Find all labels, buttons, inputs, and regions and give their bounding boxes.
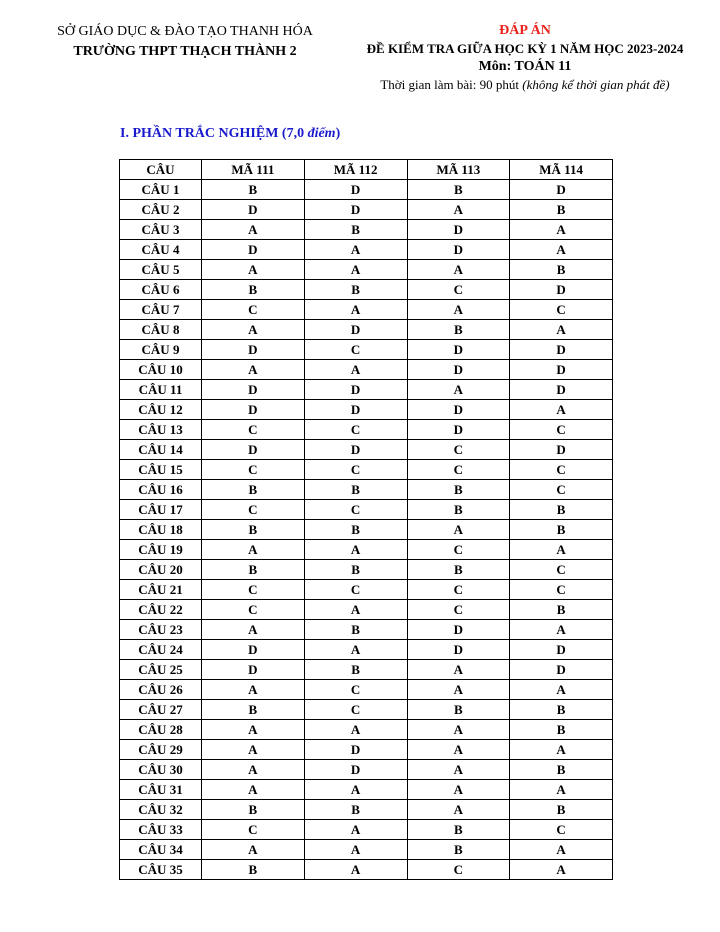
answer-cell: D: [510, 280, 613, 300]
answer-cell: A: [202, 360, 305, 380]
answer-cell: A: [510, 240, 613, 260]
section-title-end: ): [335, 126, 341, 141]
answer-cell: A: [407, 300, 510, 320]
answer-cell: D: [407, 620, 510, 640]
subject: Môn: TOÁN 11: [478, 59, 572, 74]
answer-table: [119, 159, 613, 880]
table-row: [120, 260, 613, 280]
answer-cell: C: [304, 420, 407, 440]
answer-cell: A: [510, 840, 613, 860]
answer-cell: B: [304, 520, 407, 540]
table-row: [120, 320, 613, 340]
answer-cell: B: [202, 520, 305, 540]
answer-cell: A: [407, 380, 510, 400]
answer-cell: C: [202, 460, 305, 480]
question-cell: CÂU 18: [120, 520, 202, 540]
answer-cell: D: [510, 180, 613, 200]
answer-cell: C: [510, 300, 613, 320]
answer-cell: A: [202, 680, 305, 700]
answer-cell: D: [510, 360, 613, 380]
answer-cell: A: [510, 740, 613, 760]
table-row: [120, 560, 613, 580]
answer-cell: A: [510, 220, 613, 240]
answer-cell: A: [407, 200, 510, 220]
answer-cell: A: [304, 260, 407, 280]
question-cell: CÂU 5: [120, 260, 202, 280]
answer-cell: A: [407, 740, 510, 760]
answer-cell: A: [407, 680, 510, 700]
answer-cell: D: [202, 380, 305, 400]
table-row: [120, 500, 613, 520]
answer-cell: D: [202, 640, 305, 660]
answer-cell: A: [407, 660, 510, 680]
answer-cell: D: [407, 420, 510, 440]
question-cell: CÂU 10: [120, 360, 202, 380]
answer-cell: A: [202, 780, 305, 800]
table-row: [120, 400, 613, 420]
answer-cell: D: [510, 660, 613, 680]
question-cell: CÂU 15: [120, 460, 202, 480]
answer-cell: A: [510, 400, 613, 420]
answer-cell: A: [304, 360, 407, 380]
table-row: [120, 640, 613, 660]
table-row: [120, 700, 613, 720]
answer-cell: B: [202, 480, 305, 500]
answer-cell: C: [202, 600, 305, 620]
answer-cell: B: [407, 500, 510, 520]
answer-cell: B: [202, 800, 305, 820]
answer-cell: C: [510, 560, 613, 580]
question-cell: CÂU 31: [120, 780, 202, 800]
question-cell: CÂU 14: [120, 440, 202, 460]
answer-cell: A: [304, 240, 407, 260]
answer-cell: D: [304, 200, 407, 220]
answer-cell: D: [304, 440, 407, 460]
answer-cell: C: [304, 460, 407, 480]
answer-cell: A: [304, 640, 407, 660]
answer-cell: C: [304, 340, 407, 360]
answer-cell: B: [304, 480, 407, 500]
question-cell: CÂU 13: [120, 420, 202, 440]
answer-cell: D: [407, 360, 510, 380]
answer-cell: A: [304, 860, 407, 880]
question-cell: CÂU 21: [120, 580, 202, 600]
table-row: [120, 680, 613, 700]
answer-cell: B: [304, 620, 407, 640]
answer-cell: B: [202, 180, 305, 200]
answer-cell: D: [407, 400, 510, 420]
answer-cell: D: [510, 380, 613, 400]
answer-cell: D: [407, 640, 510, 660]
section-title-italic: điểm: [307, 126, 336, 141]
table-row: [120, 440, 613, 460]
answer-cell: B: [304, 800, 407, 820]
answer-cell: D: [202, 400, 305, 420]
table-row: [120, 540, 613, 560]
answer-table-body: [120, 180, 613, 880]
answer-cell: A: [202, 760, 305, 780]
answer-cell: A: [510, 680, 613, 700]
column-header: MÃ 111: [202, 160, 305, 180]
table-row: [120, 800, 613, 820]
answer-cell: D: [304, 740, 407, 760]
question-cell: CÂU 22: [120, 600, 202, 620]
answer-cell: A: [202, 840, 305, 860]
question-cell: CÂU 6: [120, 280, 202, 300]
answer-cell: A: [202, 220, 305, 240]
question-cell: CÂU 1: [120, 180, 202, 200]
question-cell: CÂU 34: [120, 840, 202, 860]
question-cell: CÂU 9: [120, 340, 202, 360]
answer-cell: D: [304, 180, 407, 200]
answer-cell: D: [202, 200, 305, 220]
table-row: [120, 480, 613, 500]
question-cell: CÂU 26: [120, 680, 202, 700]
section-title: [120, 126, 340, 142]
table-header-row: [120, 160, 613, 180]
answer-cell: A: [407, 260, 510, 280]
answer-cell: D: [202, 340, 305, 360]
answer-cell: D: [510, 640, 613, 660]
answer-cell: C: [510, 460, 613, 480]
answer-cell: C: [202, 300, 305, 320]
answer-cell: D: [407, 340, 510, 360]
answer-cell: D: [304, 320, 407, 340]
answer-cell: D: [510, 340, 613, 360]
table-row: [120, 720, 613, 740]
answer-cell: C: [407, 440, 510, 460]
table-row: [120, 860, 613, 880]
answer-cell: A: [510, 540, 613, 560]
answer-cell: C: [510, 420, 613, 440]
answer-cell: A: [304, 780, 407, 800]
table-row: [120, 620, 613, 640]
table-row: [120, 460, 613, 480]
question-cell: CÂU 28: [120, 720, 202, 740]
answer-cell: C: [407, 860, 510, 880]
answer-cell: A: [202, 720, 305, 740]
answer-cell: C: [304, 580, 407, 600]
question-cell: CÂU 2: [120, 200, 202, 220]
time-prefix: Thời gian làm bài: 90 phút: [380, 77, 523, 92]
answer-cell: C: [510, 480, 613, 500]
table-row: [120, 420, 613, 440]
answer-cell: C: [407, 460, 510, 480]
answer-cell: B: [510, 200, 613, 220]
answer-cell: A: [407, 800, 510, 820]
table-row: [120, 580, 613, 600]
answer-cell: D: [202, 240, 305, 260]
question-cell: CÂU 30: [120, 760, 202, 780]
table-row: [120, 220, 613, 240]
answer-cell: A: [510, 860, 613, 880]
answer-cell: B: [510, 520, 613, 540]
table-row: [120, 200, 613, 220]
answer-cell: A: [304, 720, 407, 740]
question-cell: CÂU 24: [120, 640, 202, 660]
table-row: [120, 380, 613, 400]
question-cell: CÂU 16: [120, 480, 202, 500]
table-row: [120, 840, 613, 860]
answer-cell: D: [304, 760, 407, 780]
answer-cell: B: [202, 280, 305, 300]
answer-cell: C: [202, 820, 305, 840]
answer-cell: C: [304, 680, 407, 700]
answer-cell: A: [510, 320, 613, 340]
answer-cell: B: [202, 700, 305, 720]
answer-cell: C: [510, 820, 613, 840]
table-row: [120, 300, 613, 320]
exam-title: ĐỀ KIỂM TRA GIỮA HỌC KỲ 1 NĂM HỌC 2023-2024: [366, 41, 684, 56]
answer-cell: A: [510, 620, 613, 640]
answer-cell: C: [202, 580, 305, 600]
org-line: SỞ GIÁO DỤC & ĐÀO TẠO THANH HÓA: [57, 24, 313, 39]
answer-cell: A: [202, 620, 305, 640]
question-cell: CÂU 33: [120, 820, 202, 840]
answer-cell: A: [202, 260, 305, 280]
answer-cell: B: [304, 660, 407, 680]
table-row: [120, 180, 613, 200]
answer-cell: D: [304, 380, 407, 400]
doc-type: ĐÁP ÁN: [499, 23, 551, 38]
answer-cell: B: [407, 480, 510, 500]
answer-cell: B: [510, 700, 613, 720]
answer-cell: A: [304, 840, 407, 860]
column-header: CÂU: [120, 160, 202, 180]
answer-cell: D: [304, 400, 407, 420]
table-row: [120, 660, 613, 680]
answer-cell: A: [510, 780, 613, 800]
header-right: [330, 22, 720, 94]
question-cell: CÂU 8: [120, 320, 202, 340]
question-cell: CÂU 25: [120, 660, 202, 680]
school-line: TRƯỜNG THPT THẠCH THÀNH 2: [73, 44, 297, 59]
answer-cell: B: [407, 180, 510, 200]
answer-cell: A: [202, 740, 305, 760]
table-row: [120, 740, 613, 760]
question-cell: CÂU 7: [120, 300, 202, 320]
question-cell: CÂU 4: [120, 240, 202, 260]
answer-cell: C: [407, 600, 510, 620]
question-cell: CÂU 20: [120, 560, 202, 580]
answer-cell: D: [202, 440, 305, 460]
answer-cell: B: [202, 860, 305, 880]
answer-cell: C: [304, 500, 407, 520]
answer-cell: A: [304, 300, 407, 320]
answer-cell: B: [202, 560, 305, 580]
question-cell: CÂU 17: [120, 500, 202, 520]
answer-cell: A: [407, 780, 510, 800]
answer-cell: B: [407, 320, 510, 340]
answer-cell: B: [510, 800, 613, 820]
answer-cell: A: [407, 720, 510, 740]
question-cell: CÂU 12: [120, 400, 202, 420]
answer-cell: B: [407, 820, 510, 840]
answer-cell: B: [407, 560, 510, 580]
table-row: [120, 600, 613, 620]
section-title-text: I. PHẦN TRẮC NGHIỆM (7,0: [120, 126, 308, 141]
question-cell: CÂU 32: [120, 800, 202, 820]
answer-cell: D: [407, 240, 510, 260]
answer-cell: B: [510, 720, 613, 740]
answer-cell: C: [407, 580, 510, 600]
answer-cell: A: [304, 600, 407, 620]
question-cell: CÂU 35: [120, 860, 202, 880]
answer-cell: C: [202, 500, 305, 520]
table-row: [120, 240, 613, 260]
table-row: [120, 820, 613, 840]
answer-cell: A: [304, 540, 407, 560]
answer-cell: D: [202, 660, 305, 680]
column-header: MÃ 113: [407, 160, 510, 180]
answer-cell: A: [407, 760, 510, 780]
answer-cell: B: [510, 260, 613, 280]
question-cell: CÂU 29: [120, 740, 202, 760]
table-row: [120, 520, 613, 540]
table-row: [120, 760, 613, 780]
answer-cell: C: [202, 420, 305, 440]
answer-cell: B: [304, 280, 407, 300]
answer-cell: B: [407, 840, 510, 860]
answer-cell: B: [407, 700, 510, 720]
answer-cell: B: [510, 600, 613, 620]
answer-cell: C: [407, 540, 510, 560]
answer-cell: A: [202, 540, 305, 560]
answer-cell: A: [407, 520, 510, 540]
answer-cell: B: [304, 220, 407, 240]
answer-cell: B: [510, 760, 613, 780]
table-row: [120, 340, 613, 360]
time-line: [330, 76, 720, 94]
answer-cell: D: [407, 220, 510, 240]
question-cell: CÂU 19: [120, 540, 202, 560]
answer-cell: B: [304, 560, 407, 580]
table-row: [120, 360, 613, 380]
question-cell: CÂU 3: [120, 220, 202, 240]
answer-cell: C: [304, 700, 407, 720]
answer-cell: B: [510, 500, 613, 520]
column-header: MÃ 112: [304, 160, 407, 180]
answer-cell: A: [304, 820, 407, 840]
answer-cell: C: [510, 580, 613, 600]
table-row: [120, 280, 613, 300]
question-cell: CÂU 11: [120, 380, 202, 400]
question-cell: CÂU 23: [120, 620, 202, 640]
time-note: (không kể thời gian phát đề): [522, 77, 670, 92]
answer-cell: C: [407, 280, 510, 300]
question-cell: CÂU 27: [120, 700, 202, 720]
answer-cell: A: [202, 320, 305, 340]
table-row: [120, 780, 613, 800]
answer-cell: D: [510, 440, 613, 460]
column-header: MÃ 114: [510, 160, 613, 180]
header-left: [40, 22, 330, 62]
